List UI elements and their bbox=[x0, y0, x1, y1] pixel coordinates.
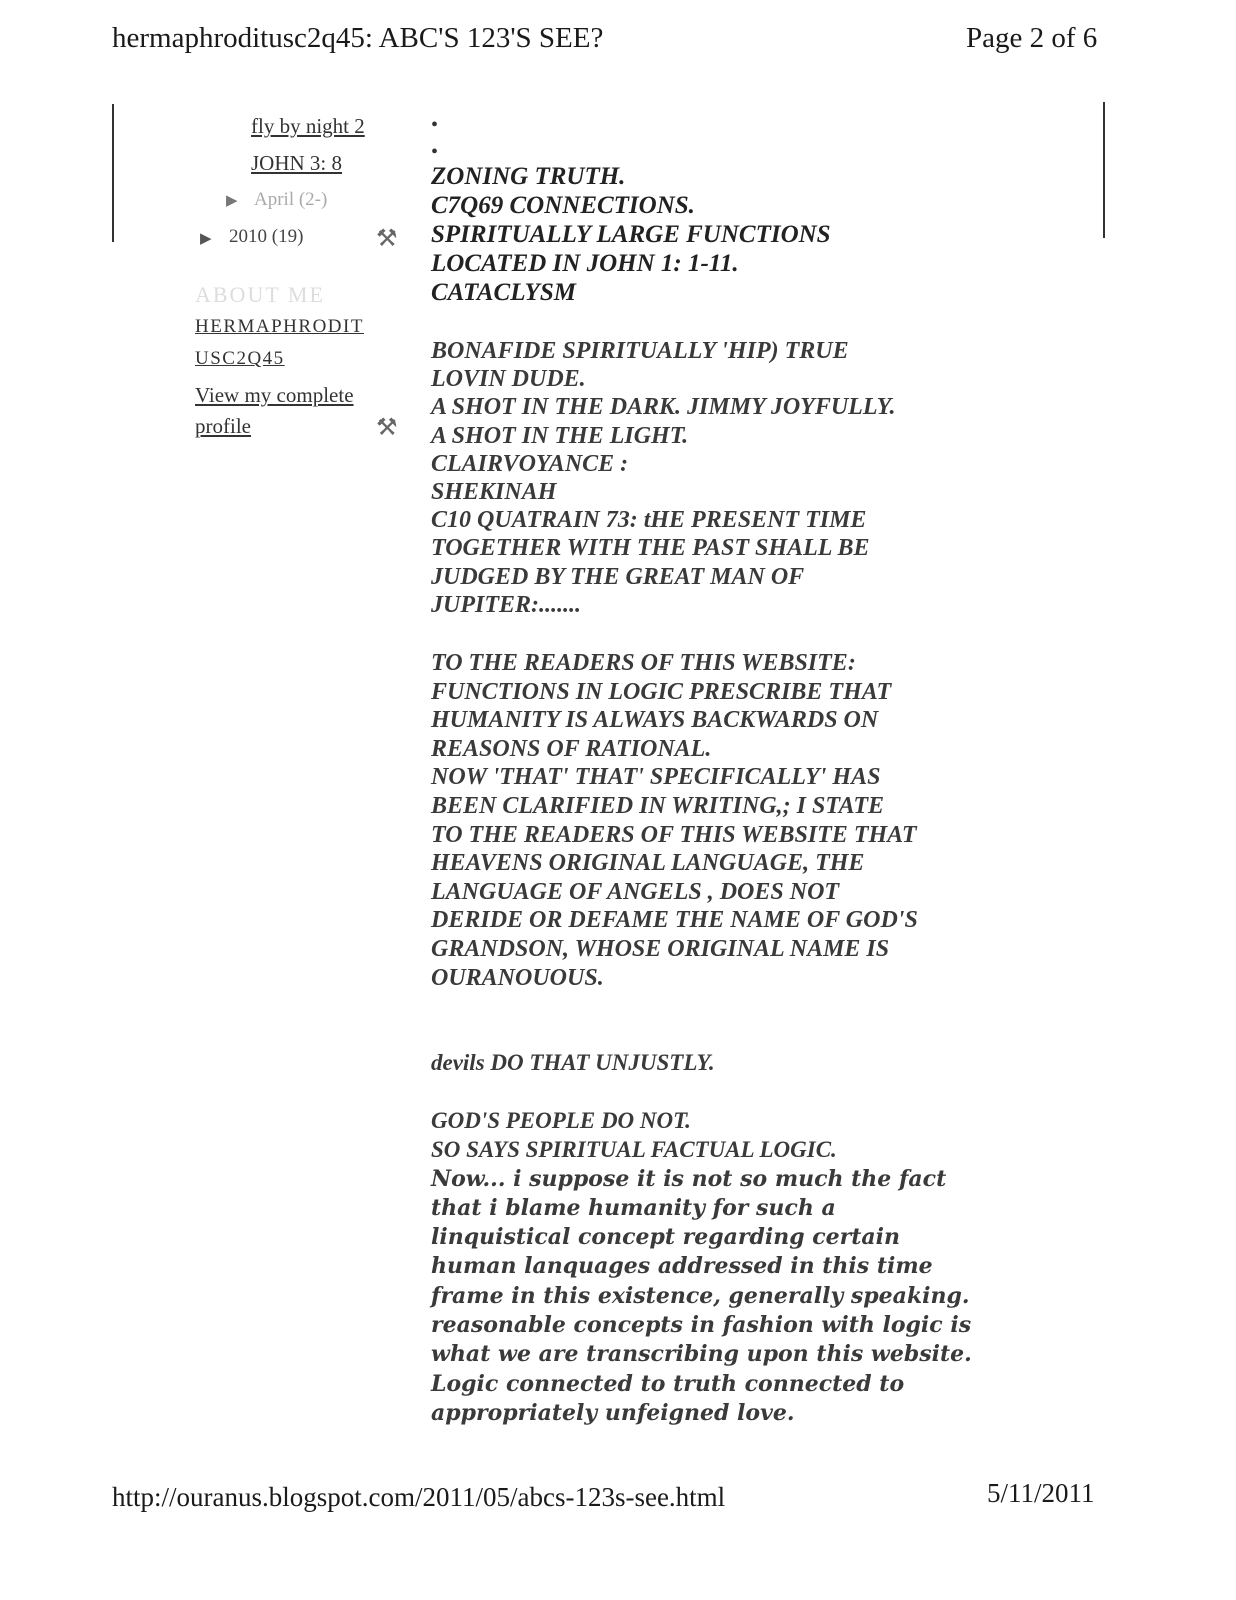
text-line: ZONING TRUTH. bbox=[431, 163, 626, 190]
text-line: C10 QUATRAIN 73: tHE PRESENT TIME bbox=[431, 507, 867, 534]
print-date: 5/11/2011 bbox=[987, 1478, 1095, 1508]
text-line: that i blame humanity for such a bbox=[431, 1194, 836, 1221]
list-bullet: • bbox=[431, 141, 439, 163]
sidebar-link-john-3-8[interactable]: JOHN 3: 8 bbox=[251, 151, 343, 175]
view-profile-link-continued[interactable]: profile bbox=[195, 414, 251, 438]
text-line: HUMANITY IS ALWAYS BACKWARDS ON bbox=[431, 707, 879, 734]
text-line: NOW 'THAT' THAT' SPECIFICALLY' HAS bbox=[431, 764, 881, 791]
text-line: frame in this existence, generally speaking. bbox=[431, 1282, 970, 1309]
text-line: OURANOUOUS. bbox=[431, 964, 604, 991]
text-line: JUDGED BY THE GREAT MAN OF bbox=[431, 563, 805, 590]
text-line: DERIDE OR DEFAME THE NAME OF GOD'S bbox=[431, 907, 918, 934]
text-line: JUPITER:....... bbox=[431, 591, 581, 618]
text-line: LOVIN DUDE. bbox=[431, 366, 586, 393]
triangle-right-icon[interactable]: ▶ bbox=[200, 231, 212, 247]
text-line: appropriately unfeigned love. bbox=[431, 1399, 795, 1426]
post-block-bonafide bbox=[431, 337, 1091, 619]
page-url: http://ouranus.blogspot.com/2011/05/abcs-123s-see.html bbox=[112, 1482, 726, 1512]
text-line: Now... i suppose it is not so much the fact bbox=[431, 1165, 947, 1192]
about-me-heading: ABOUT ME bbox=[195, 282, 325, 307]
text-line: HEAVENS ORIGINAL LANGUAGE, THE bbox=[431, 850, 865, 877]
post-block-gods-people bbox=[431, 1106, 1091, 1428]
text-line: SO SAYS SPIRITUAL FACTUAL LOGIC. bbox=[431, 1137, 837, 1163]
text-line: SPIRITUALLY LARGE FUNCTIONS bbox=[431, 221, 831, 248]
document-title: hermaphroditusc2q45: ABC'S 123'S SEE? bbox=[112, 22, 604, 54]
text-line: A SHOT IN THE DARK. JIMMY JOYFULLY. bbox=[431, 394, 896, 421]
archive-month-april[interactable]: April (2-) bbox=[254, 189, 328, 210]
view-profile-link[interactable]: View my complete bbox=[195, 383, 354, 407]
text-line: BONAFIDE SPIRITUALLY 'HIP) TRUE bbox=[431, 338, 849, 364]
text-line: what we are transcribing upon this website. bbox=[431, 1341, 972, 1368]
text-line: TO THE READERS OF THIS WEBSITE: bbox=[431, 650, 856, 676]
sidebar-link-fly-by-night[interactable]: fly by night 2 bbox=[251, 114, 365, 138]
profile-name-link-continued[interactable]: USC2Q45 bbox=[195, 348, 285, 369]
wrench-screwdriver-icon[interactable]: ⚒ bbox=[376, 415, 398, 441]
text-line: BEEN CLARIFIED IN WRITING,; I STATE bbox=[431, 792, 885, 819]
text-line: TO THE READERS OF THIS WEBSITE THAT bbox=[431, 821, 917, 848]
text-line: reasonable concepts in fashion with logic is bbox=[431, 1312, 972, 1339]
text-line: A SHOT IN THE LIGHT. bbox=[431, 422, 689, 449]
text-line: linquistical concept regarding certain bbox=[431, 1224, 901, 1251]
post-block-zoning-truth bbox=[431, 162, 1091, 307]
triangle-right-icon[interactable]: ▶ bbox=[226, 193, 238, 209]
profile-name-link[interactable]: HERMAPHRODIT bbox=[195, 316, 364, 337]
post-block-readers bbox=[431, 649, 1091, 992]
text-line: devils DO THAT UNJUSTLY. bbox=[431, 1050, 715, 1075]
text-line: FUNCTIONS IN LOGIC PRESCRIBE THAT bbox=[431, 678, 892, 705]
text-line: CATACLYSM bbox=[431, 279, 576, 306]
page-number: Page 2 of 6 bbox=[966, 22, 1098, 54]
text-line: CLAIRVOYANCE : bbox=[431, 450, 629, 477]
post-block-devils bbox=[431, 1048, 1091, 1077]
text-line: GOD'S PEOPLE DO NOT. bbox=[431, 1108, 691, 1133]
text-line: Logic connected to truth connected to bbox=[431, 1370, 905, 1397]
text-line: LANGUAGE OF ANGELS , DOES NOT bbox=[431, 878, 840, 905]
archive-year-2010[interactable]: 2010 (19) bbox=[229, 226, 304, 247]
wrench-screwdriver-icon[interactable]: ⚒ bbox=[376, 226, 398, 252]
text-line: GRANDSON, WHOSE ORIGINAL NAME IS bbox=[431, 935, 890, 962]
right-border-line bbox=[1103, 102, 1105, 238]
text-line: C7Q69 CONNECTIONS. bbox=[431, 192, 695, 219]
list-bullet: • bbox=[431, 114, 439, 136]
text-line: REASONS OF RATIONAL. bbox=[431, 735, 712, 762]
text-line: TOGETHER WITH THE PAST SHALL BE bbox=[431, 535, 870, 562]
left-border-line bbox=[112, 104, 114, 242]
text-line: SHEKINAH bbox=[431, 479, 557, 506]
text-line: LOCATED IN JOHN 1: 1-11. bbox=[431, 250, 739, 277]
text-line: human lanquages addressed in this time bbox=[431, 1253, 933, 1280]
